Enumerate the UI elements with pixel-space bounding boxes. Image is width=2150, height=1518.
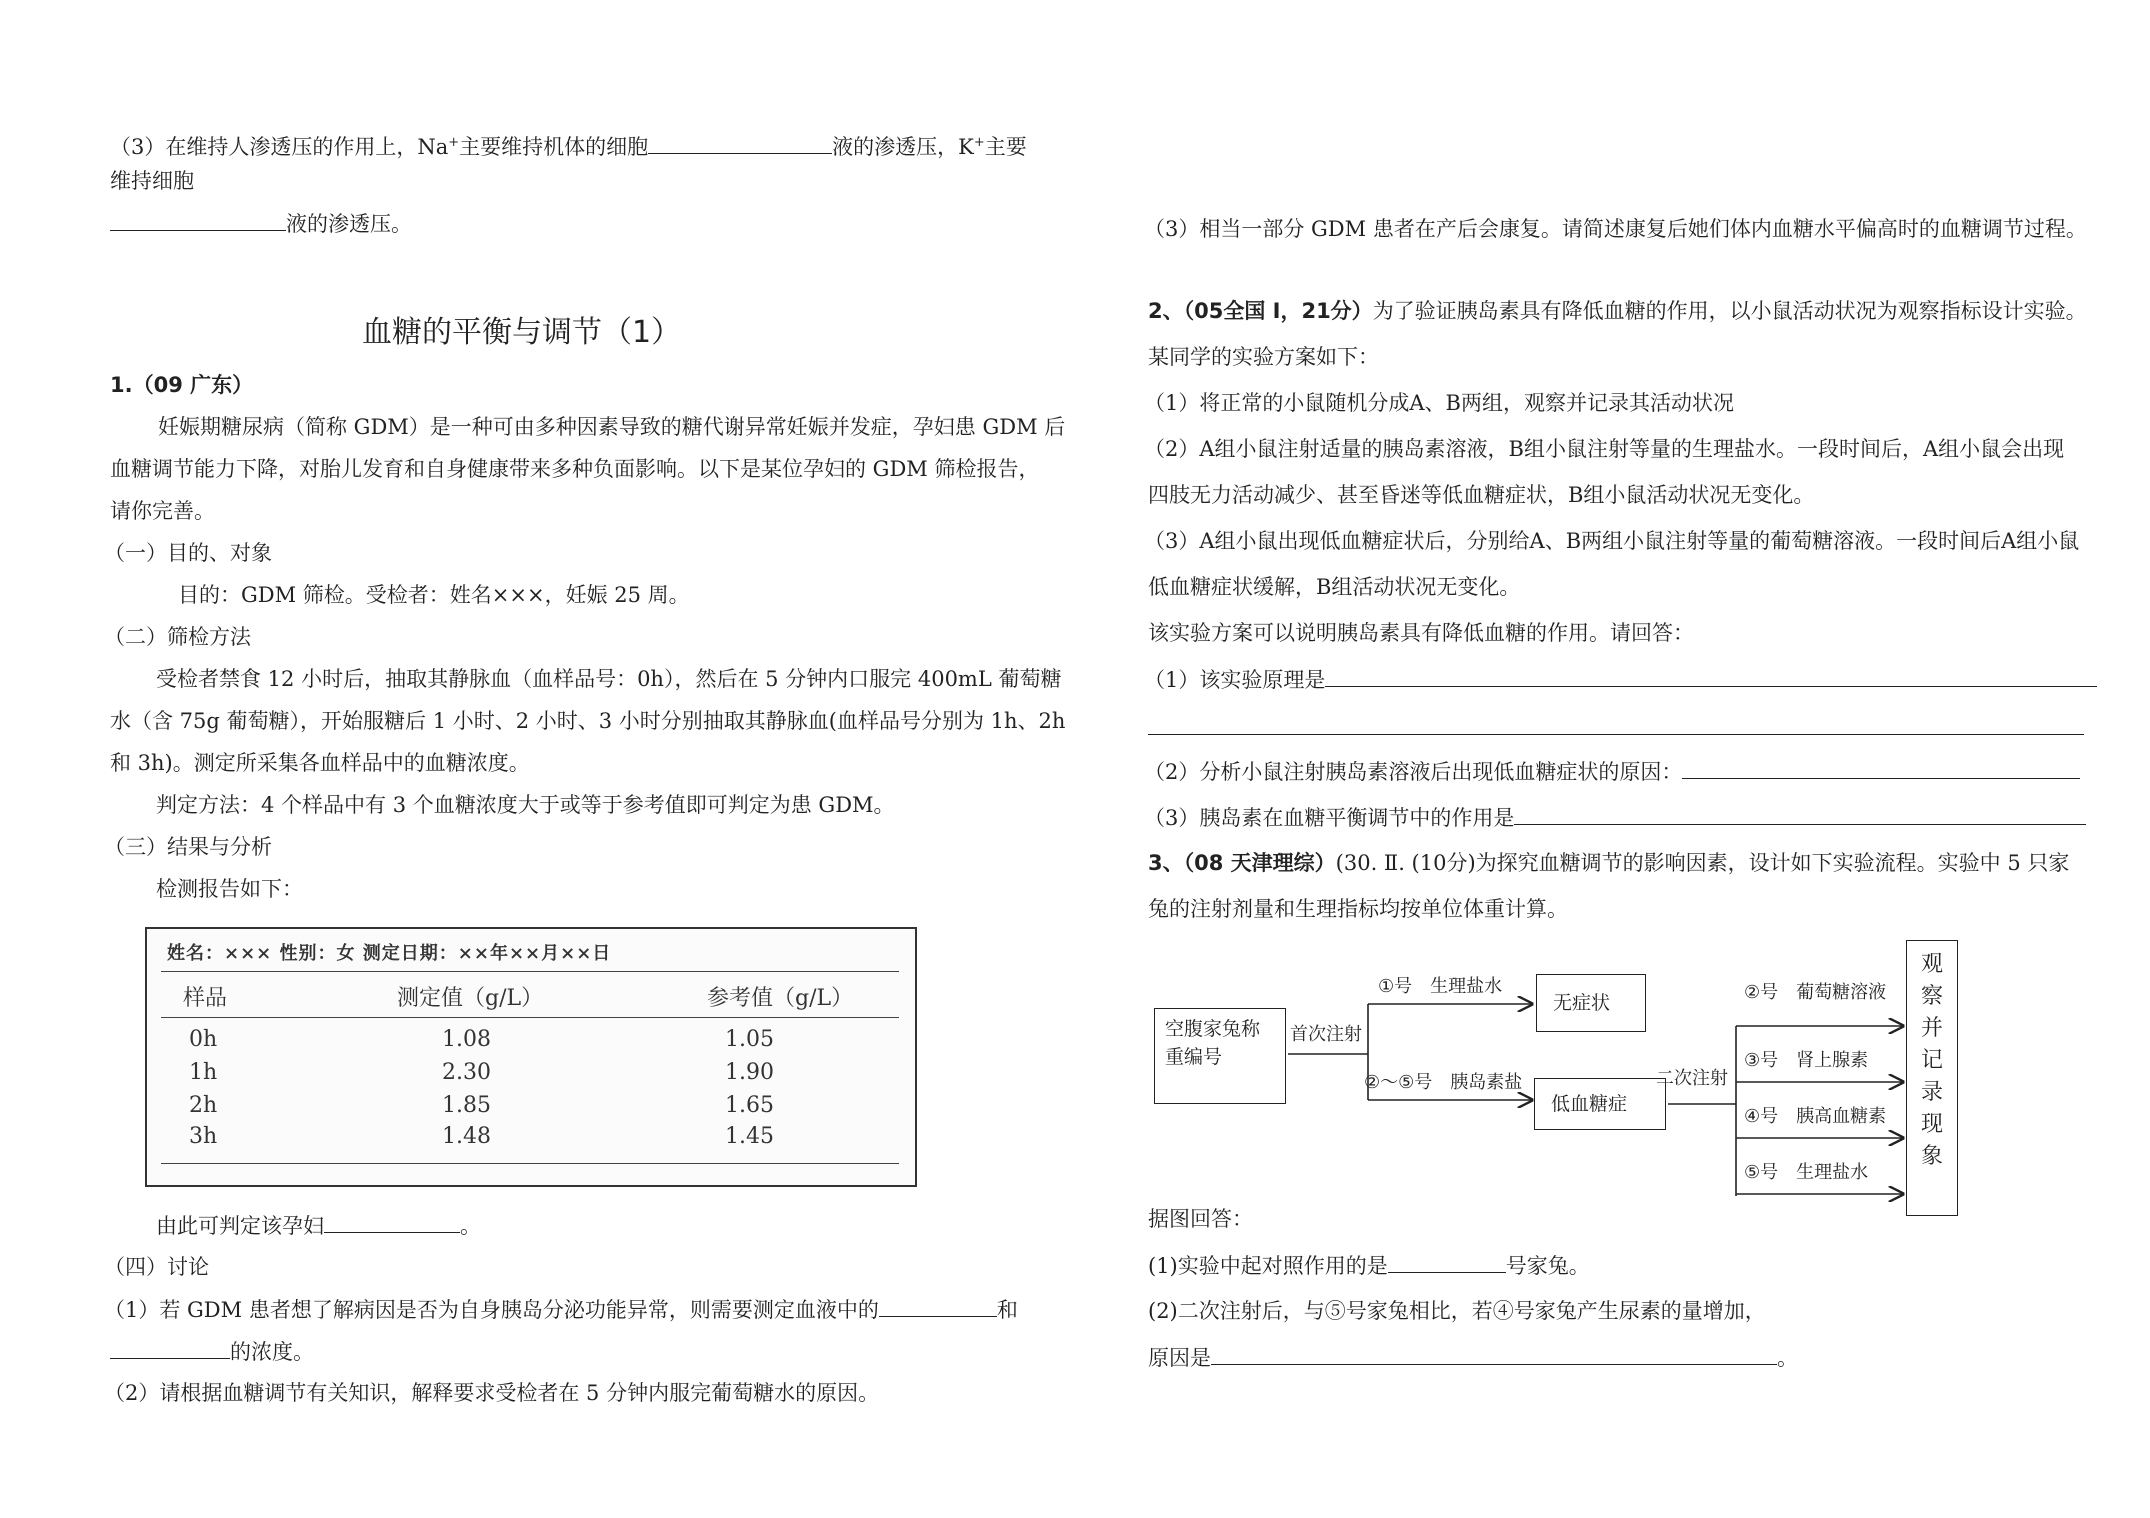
question-2-line: （1）将正常的小鼠随机分成A、B两组，观察并记录其活动状况 <box>1144 391 1734 415</box>
answer-blank[interactable] <box>1148 712 2084 735</box>
table-cell: 1.08 <box>442 1027 491 1052</box>
col-header-measured: 测定值（g/L） <box>397 986 544 1011</box>
question-2-line: （3）A组小鼠出现低血糖症状后，分别给A、B两组小鼠注射等量的葡萄糖溶液。一段时间后A组小鼠 <box>1144 529 2080 553</box>
col-header-reference: 参考值（g/L） <box>707 986 854 1011</box>
answer-blank[interactable] <box>1514 802 2086 825</box>
page-title: 血糖的平衡与调节（1） <box>362 315 682 350</box>
table-cell: 1.48 <box>442 1124 491 1149</box>
question-2-line: 低血糖症状缓解，B组活动状况无变化。 <box>1148 575 1521 599</box>
table-cell: 1.85 <box>442 1093 491 1118</box>
report-intro: 检测报告如下： <box>156 877 303 901</box>
question-3-answer-line: (2)二次注射后，与⑤号家兔相比，若④号家兔产生尿素的量增加， <box>1148 1299 1766 1323</box>
intro-line: 妊娠期糖尿病（简称 GDM）是一种可由多种因素导致的糖代谢异常妊娠并发症，孕妇患 GDM 后 <box>158 415 1066 439</box>
answer-blank[interactable] <box>110 1336 230 1359</box>
question-2-answer-line: （1）该实验原理是 <box>1144 664 2097 695</box>
question-2-line: （2）A组小鼠注射适量的胰岛素溶液，B组小鼠注射等量的生理盐水。一段时间后，A组小鼠会出现 <box>1144 437 2065 461</box>
question-2-line: 2、（05全国 Ⅰ，21分）为了验证胰岛素具有降低血糖的作用，以小鼠活动状况为观察指标设计实验。 <box>1148 299 2087 323</box>
answer-blank[interactable] <box>879 1294 997 1317</box>
intro-line: 请你完善。 <box>110 499 215 523</box>
first-injection-label: 首次注射 <box>1290 1024 1362 1045</box>
question-3-answer-line: (1)实验中起对照作用的是 号家兔。 <box>1148 1250 1590 1281</box>
discussion-line: 的浓度。 <box>110 1336 314 1367</box>
conclusion-line: 由此可判定该孕妇 。 <box>156 1210 481 1241</box>
col-header-sample: 样品 <box>183 986 228 1011</box>
section-heading: （二）筛检方法 <box>104 625 251 649</box>
section-text: 目的：GDM 筛检。受检者：姓名×××，妊娠 25 周。 <box>178 583 690 607</box>
start-box: 空腹家兔称重编号 <box>1154 1008 1286 1104</box>
q3-osmotic-line1: （3）在维持人渗透压的作用上，Na+主要维持机体的细胞 液的渗透压，K+主要 <box>110 128 1027 162</box>
question-3-answer-line: 原因是 。 <box>1148 1342 1798 1373</box>
second-injection-label: 二次注射 <box>1656 1068 1728 1089</box>
question-3-line: 兔的注射剂量和生理指标均按单位体重计算。 <box>1148 897 1568 921</box>
question-3-line: 3、（08 天津理综）(30. Ⅱ. (10分)为探究血糖调节的影响因素，设计如下实验流程。实验中 5 只家 <box>1148 851 2070 875</box>
table-cell: 3h <box>189 1124 218 1149</box>
q3-osmotic-line2: 维持细胞 <box>110 169 194 193</box>
experiment-flow-diagram <box>1148 940 1968 1230</box>
table-cell: 1.65 <box>725 1093 774 1118</box>
report-header: 姓名：××× 性别：女 测定日期：××年××月××日 <box>167 943 612 964</box>
answer-blank[interactable] <box>324 1210 460 1233</box>
discussion-line: （2）请根据血糖调节有关知识，解释要求受检者在 5 分钟内服完葡萄糖水的原因。 <box>104 1381 880 1405</box>
branch-1-label: ①号 生理盐水 <box>1378 976 1503 997</box>
table-divider <box>161 1163 899 1164</box>
low-blood-sugar-box: 低血糖症 <box>1534 1078 1666 1130</box>
judge-method: 判定方法：4 个样品中有 3 个血糖浓度大于或等于参考值即可判定为患 GDM。 <box>156 793 895 817</box>
method-line: 和 3h)。测定所采集各血样品中的血糖浓度。 <box>110 751 530 775</box>
question-2-line: 该实验方案可以说明胰岛素具有降低血糖的作用。请回答： <box>1148 621 1694 645</box>
answer-blank[interactable] <box>648 131 832 154</box>
table-divider <box>161 971 899 972</box>
intro-line: 血糖调节能力下降，对胎儿发育和自身健康带来多种负面影响。以下是某位孕妇的 GDM 筛检报告， <box>110 457 1040 481</box>
observe-box: 观察并记录现象 <box>1906 940 1958 1216</box>
question-1-heading: 1.（09 广东） <box>110 373 254 397</box>
q3-osmotic-line3: 液的渗透压。 <box>110 208 412 239</box>
no-symptom-box: 无症状 <box>1536 974 1646 1032</box>
answer-blank[interactable] <box>110 208 286 231</box>
question-2-answer-line: （2）分析小鼠注射胰岛素溶液后出现低血糖症状的原因： <box>1144 756 2080 787</box>
method-line: 水（含 75g 葡萄糖），开始服糖后 1 小时、2 小时、3 小时分别抽取其静脉血(血样品号分别为 1h、2h <box>110 709 1066 733</box>
question-2-heading: 2、（05全国 Ⅰ，21分） <box>1148 299 1373 323</box>
method-line: 受检者禁食 12 小时后，抽取其静脉血（血样品号：0h），然后在 5 分钟内口服完 400mL 葡萄糖 <box>156 667 1062 691</box>
question-2-answer-line: （3）胰岛素在血糖平衡调节中的作用是 <box>1144 802 2086 833</box>
table-cell: 2.30 <box>442 1060 491 1085</box>
table-cell: 1h <box>189 1060 218 1085</box>
branch-2-label: ②～⑤号 胰岛素盐 <box>1364 1072 1523 1093</box>
answer-intro: 据图回答： <box>1148 1207 1253 1231</box>
branch-rabbit-5: ⑤号 生理盐水 <box>1744 1162 1869 1183</box>
answer-blank[interactable] <box>1211 1342 1777 1365</box>
answer-blank[interactable] <box>1325 664 2097 687</box>
section-heading: （一）目的、对象 <box>104 541 272 565</box>
table-divider <box>161 1017 899 1018</box>
question-2-line: 某同学的实验方案如下： <box>1148 345 1379 369</box>
table-cell: 1.45 <box>725 1124 774 1149</box>
answer-blank[interactable] <box>1388 1250 1506 1273</box>
discussion-line: （3）相当一部分 GDM 患者在产后会康复。请简述康复后她们体内血糖水平偏高时的血糖调节过程。 <box>1144 217 2087 241</box>
branch-rabbit-3: ③号 肾上腺素 <box>1744 1050 1869 1071</box>
question-3-heading: 3、（08 天津理综） <box>1148 851 1336 875</box>
table-cell: 1.05 <box>725 1027 774 1052</box>
screening-report-table <box>145 927 917 1187</box>
branch-rabbit-2: ②号 葡萄糖溶液 <box>1744 982 1887 1003</box>
question-2-answer-line <box>1148 712 2084 743</box>
branch-rabbit-4: ④号 胰高血糖素 <box>1744 1106 1887 1127</box>
question-2-line: 四肢无力活动减少、甚至昏迷等低血糖症状，B组小鼠活动状况无变化。 <box>1148 483 1815 507</box>
answer-blank[interactable] <box>1682 756 2080 779</box>
discussion-line: （1）若 GDM 患者想了解病因是否为自身胰岛分泌功能异常，则需要测定血液中的 和 <box>104 1294 1018 1325</box>
table-cell: 0h <box>189 1027 218 1052</box>
section-heading: （三）结果与分析 <box>104 835 272 859</box>
table-cell: 2h <box>189 1093 218 1118</box>
section-heading: （四）讨论 <box>104 1255 209 1279</box>
table-cell: 1.90 <box>725 1060 774 1085</box>
